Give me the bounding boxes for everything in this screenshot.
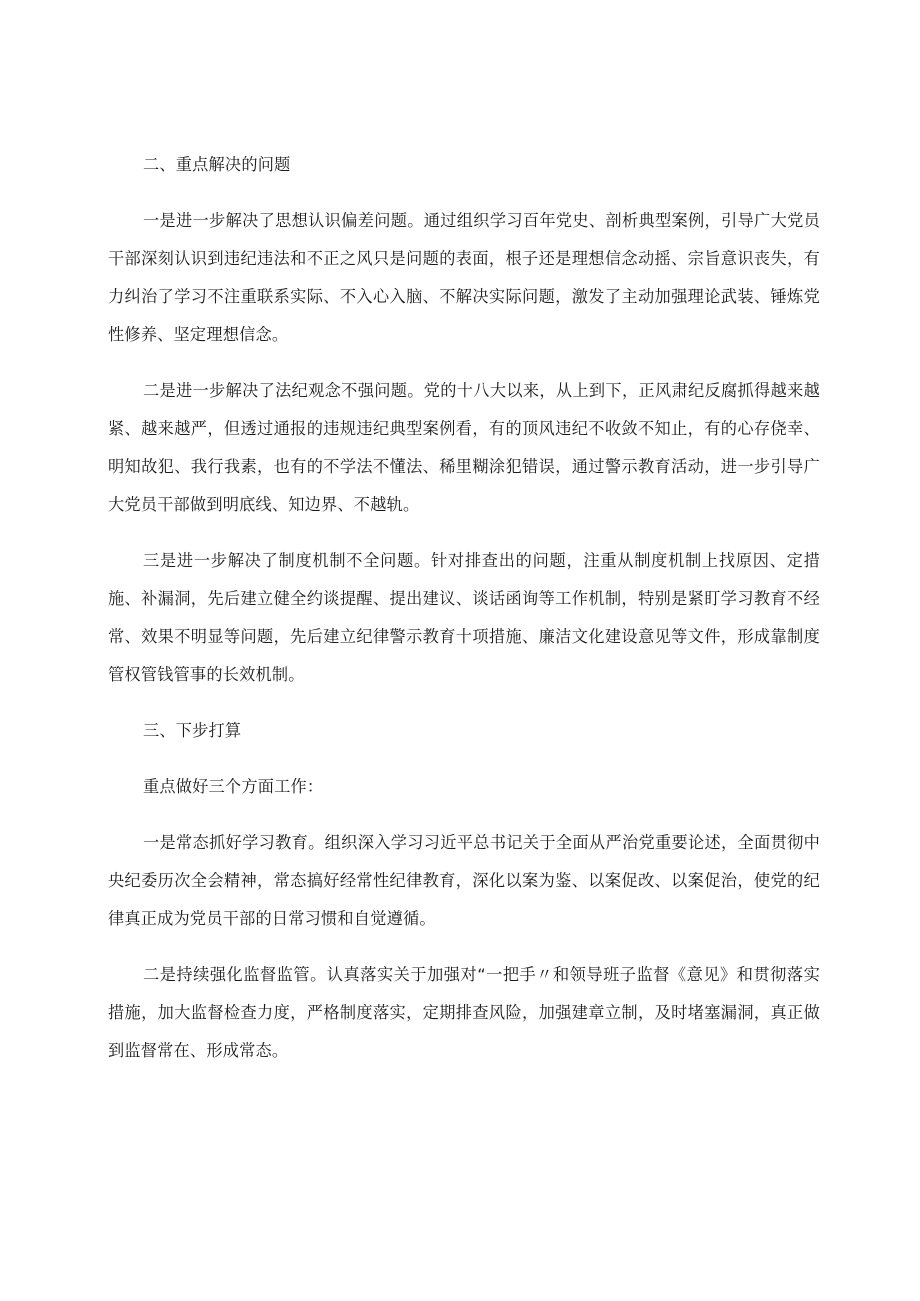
paragraph-system-mechanism-problem: 三是进一步解决了制度机制不全问题。针对排查出的问题，注重从制度机制上找原因、定措施、补漏洞，先后建立健全约谈提醒、提出建议、谈话函询等工作机制，特别是紧盯学习教育不经常、效果不明显等问题，先后建立纪律警示教育十项措施、廉洁文化建设意见等文件，形成靠制度管权管钱管事的长效机制。	[108, 551, 820, 684]
section-heading-next-plan: 三、下步打算	[143, 721, 242, 740]
section-heading-key-problems: 二、重点解决的问题	[143, 155, 291, 174]
paragraph-plan-intro: 重点做好三个方面工作：	[143, 777, 324, 796]
document-body	[108, 146, 820, 1070]
paragraph-study-education: 一是常态抓好学习教育。组织深入学习习近平总书记关于全面从严治党重要论述，全面贯彻中央纪委历次全会精神，常态搞好经常性纪律教育，深化以案为鉴、以案促改、以案促治，使党的纪律真正成为党员干部的日常习惯和自觉遵循。	[108, 833, 820, 928]
paragraph-thought-problem: 一是进一步解决了思想认识偏差问题。通过组织学习百年党史、剖析典型案例，引导广大党员干部深刻认识到违纪违法和不正之风只是问题的表面，根子还是理想信念动摇、宗旨意识丧失，有力纠治了学习不注重联系实际、不入心入脑、不解决实际问题，激发了主动加强理论武装、锤炼党性修养、坚定理想信念。	[108, 211, 820, 344]
paragraph-supervision: 二是持续强化监督监管。认真落实关于加强对“一把手〃和领导班子监督《意见》和贯彻落实措施，加大监督检查力度，严格制度落实，定期排查风险，加强建章立制，及时堵塞漏洞，真正做到监督常在、形成常态。	[108, 965, 820, 1060]
paragraph-law-discipline-problem: 二是进一步解决了法纪观念不强问题。党的十八大以来，从上到下，正风肃纪反腐抓得越来越紧、越来越严，但透过通报的违规违纪典型案例看，有的顶风违纪不收敛不知止，有的心存侥幸、明知故犯、我行我素，也有的不学法不懂法、稀里糊涂犯错误，通过警示教育活动，进一步引导广大党员干部做到明底线、知边界、不越轨。	[108, 381, 820, 514]
